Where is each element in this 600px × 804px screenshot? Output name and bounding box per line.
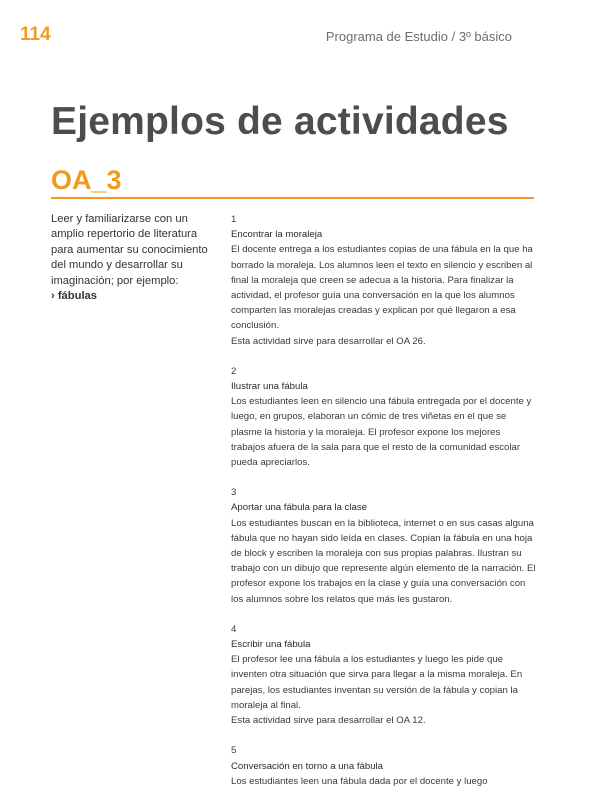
activity-title: Encontrar la moraleja [231,229,323,241]
activities-column [231,212,536,804]
activity-title: Ilustrar una fábula [231,381,308,393]
activity-item [231,622,536,728]
objective-bullet: › fábulas [51,290,98,303]
page-number: 114 [20,24,51,45]
activity-title: Conversación en torno a una fábula [231,760,384,772]
activity-text: El profesor lee una fábula a los estudiantes y luego les pide que inventen otra situación que sirva para llegar a la misma moraleja. En parejas, los estudiantes inventan su versión de la fábula y copian la moraleja al final. [231,654,523,711]
activity-number: 1 [231,214,237,225]
activity-number: 3 [231,487,237,499]
activity-note: Esta actividad sirve para desarrollar el OA 26. [231,335,426,347]
activity-note: Esta actividad sirve para desarrollar el OA 12. [231,715,426,727]
activity-item [231,743,536,789]
activity-number: 4 [231,623,237,635]
page-title: Ejemplos de actividades [51,100,509,143]
objective-code: OA_3 [51,165,122,195]
activity-item [231,212,536,349]
objective-divider [51,197,534,199]
activity-item [231,485,536,607]
activity-text: Los estudiantes buscan en la biblioteca, internet o en sus casas alguna fábula que no hayan sido leída en clases. Copian la fábula en una hoja de block y escriben la moraleja con sus propias palabras. Ilustran su trabajo con un dibujo que represente algún elemento de la narración. El profesor expone los trabajos en la clase y guía una conversación con los alumnos sobre los relatos que más les gustaron. [231,517,536,605]
activity-text: Los estudiantes leen en silencio una fábula entregada por el docente y luego, en grupos, elaboran un cómic de tres viñetas en el que se plasme la historia y la moraleja. El profesor expone los mejores trabajos afuera de la sala para que el resto de la comunidad escolar pueda apreciarlos. [231,396,532,469]
activity-item [231,364,536,470]
activity-title: Escribir una fábula [231,639,311,651]
running-header: Programa de Estudio / 3º básico [325,29,512,44]
activity-text: El docente entrega a los estudiantes copias de una fábula en la que ha borrado la moraleja. Los alumnos leen el texto en silencio y escriben al final la moraleja que creen se adecua a la historia. Para finalizar la actividad, el profesor guía una conversación en la que los alumnos comparten las moralejas creadas y explican por qué llegaron a esa conclusión. [231,244,533,332]
activity-number: 2 [231,365,237,377]
objective-text: Leer y familiarizarse con un amplio repertorio de literatura para aumentar su conocimiento del mundo y desarrollar su imaginación; por ejemplo: [51,213,208,287]
activity-title: Aportar una fábula para la clase [231,502,367,514]
activity-text: Los estudiantes leen una fábula dada por el docente y luego [231,775,488,787]
activity-number: 5 [231,745,237,757]
objective-sidebar [51,212,211,304]
